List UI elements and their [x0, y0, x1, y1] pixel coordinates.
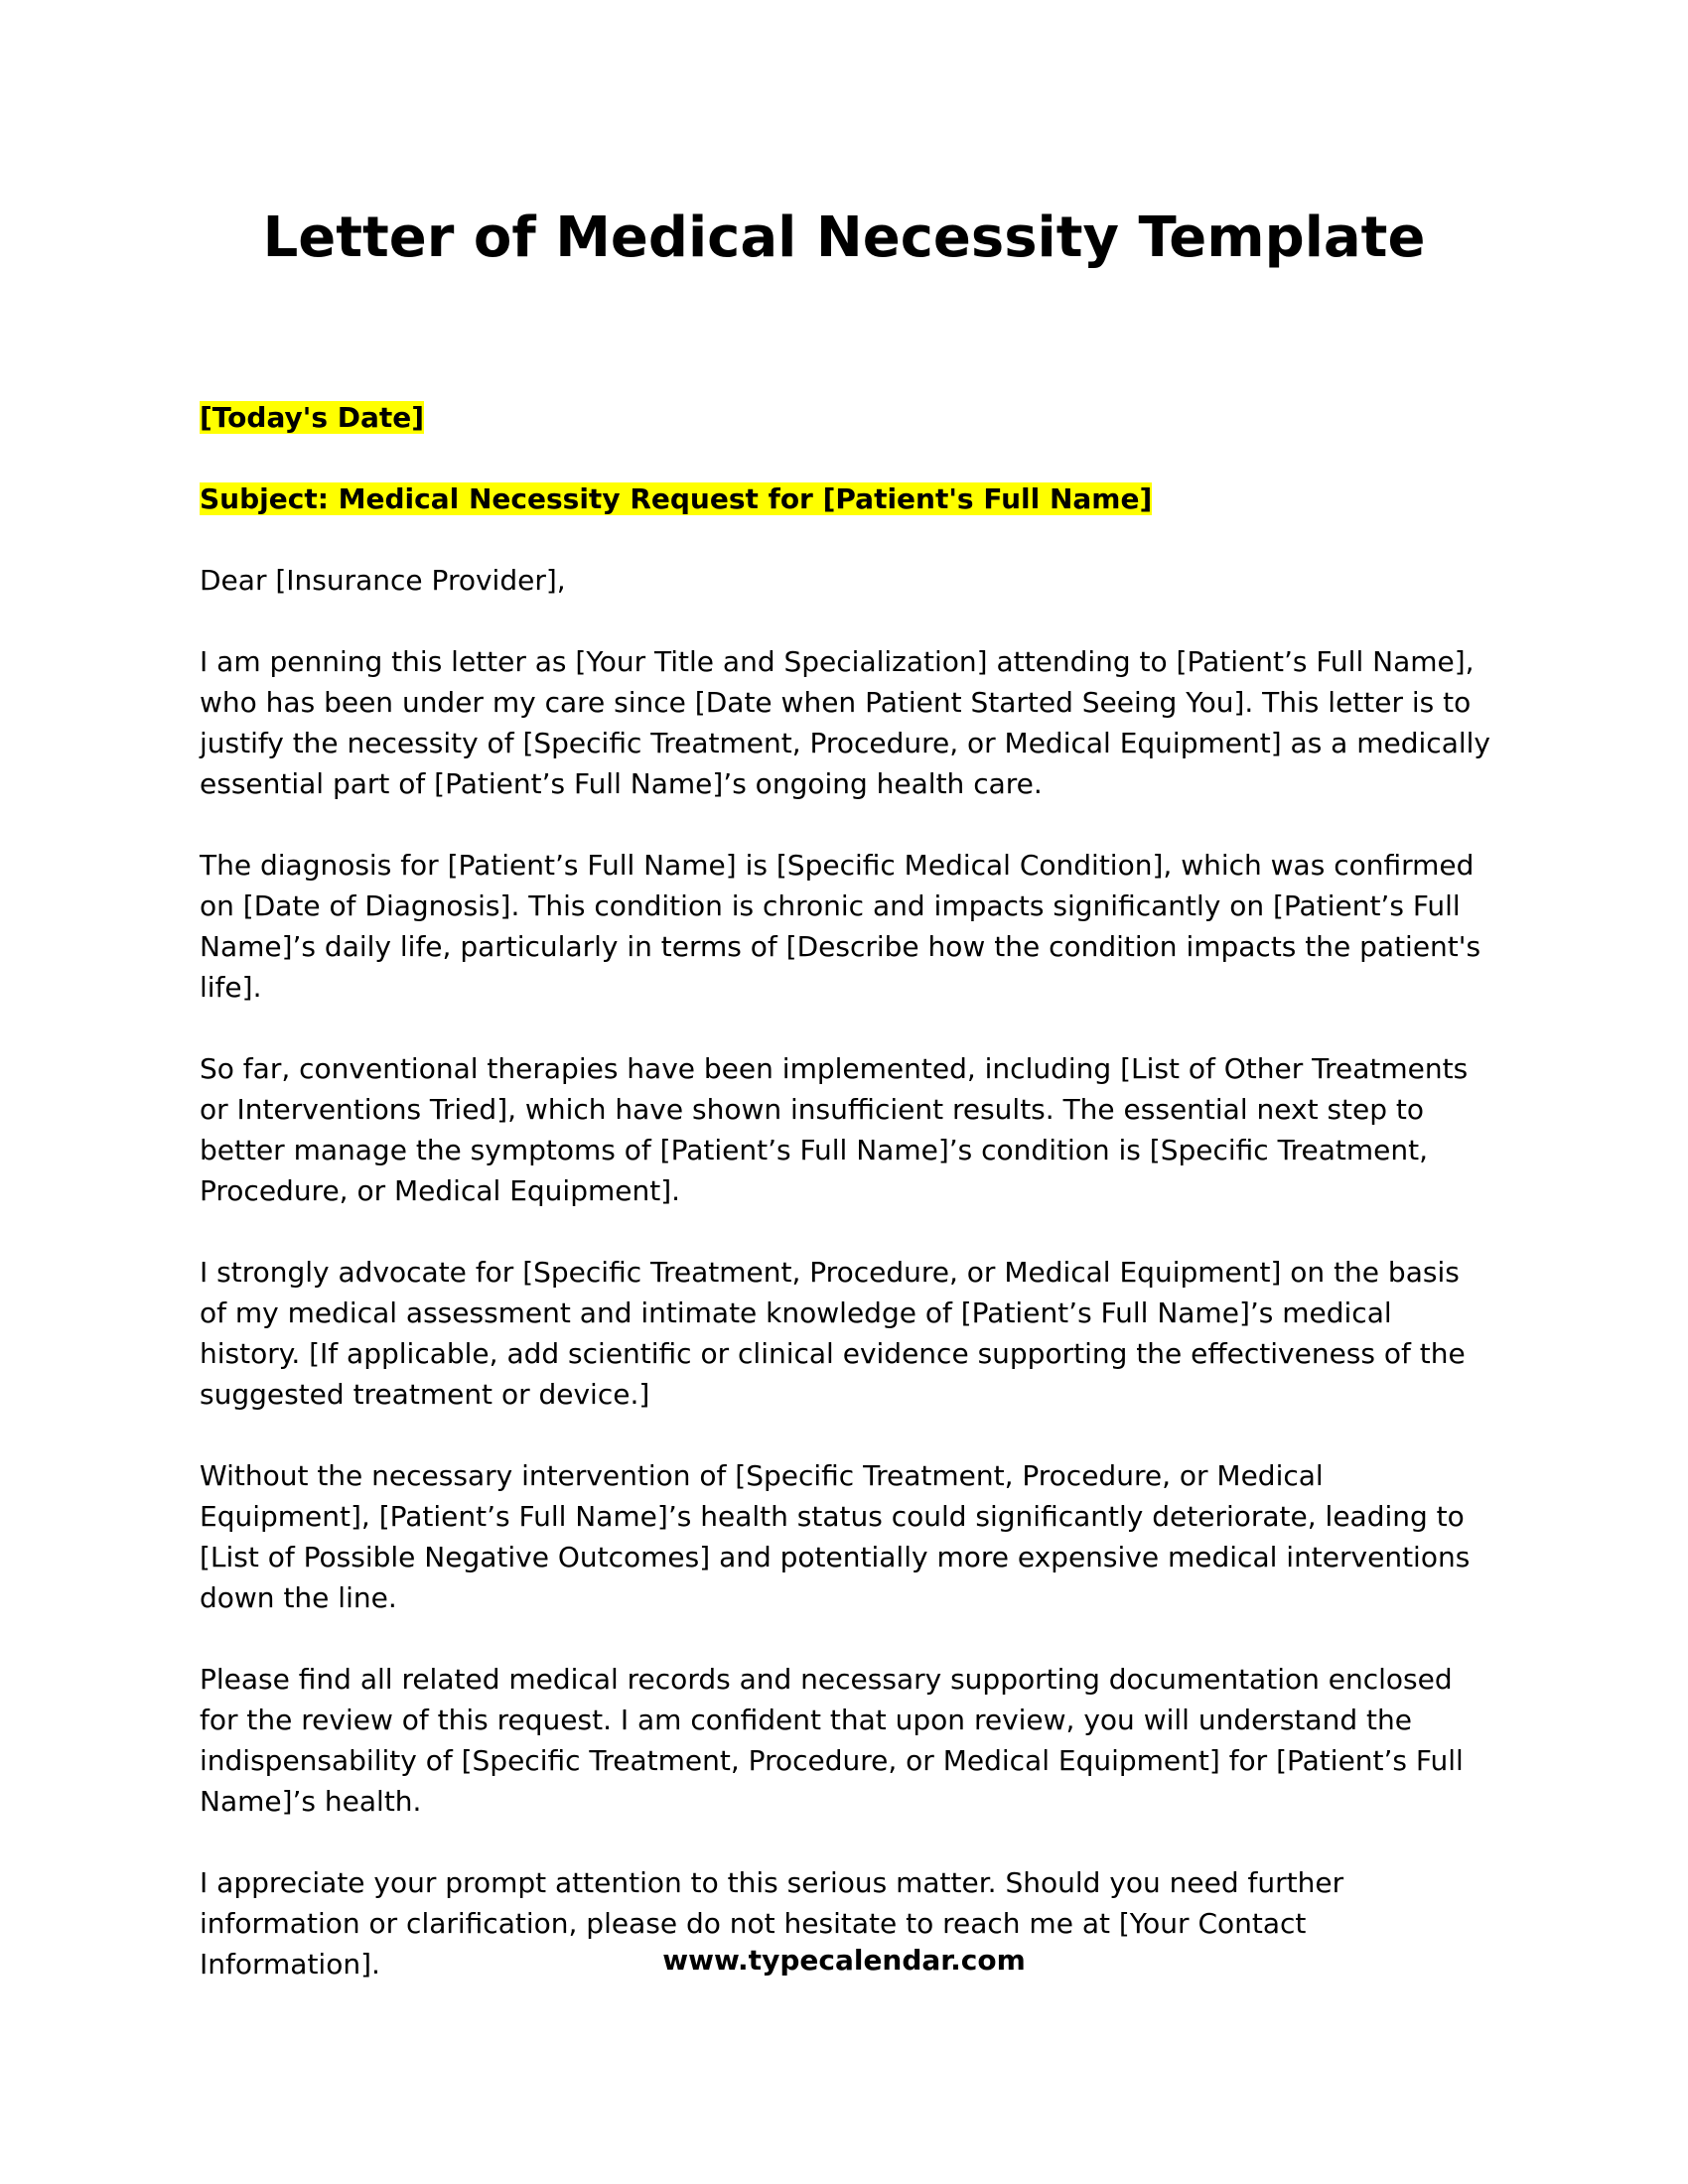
subject-text: Subject: Medical Necessity Request for [Patient's Full Name]: [200, 482, 1153, 515]
footer-url: www.typecalendar.com: [662, 1944, 1026, 1977]
salutation: Dear [Insurance Provider],: [200, 564, 566, 597]
paragraph-prior-treatments: So far, conventional therapies have been implemented, including [List of Other Treatments or Interventions Tried], which have shown insufficient results. The essential next step to better manage the symptoms of [Patient’s Full Name]’s condition is [Specific Treatment, Procedure, or Medical Equipment].: [200, 1052, 1469, 1207]
subject-line: [200, 478, 1490, 519]
paragraph-closing: I appreciate your prompt attention to this serious matter. Should you need further information or clarification, please do not hesitate to reach me at [Your Contact Information].: [200, 1866, 1344, 1980]
paragraph-advocacy: I strongly advocate for [Specific Treatment, Procedure, or Medical Equipment] on the basis of my medical assessment and intimate knowledge of [Patient’s Full Name]’s medical history. [If applicable, add scientific or clinical evidence supporting the effectiveness of the suggested treatment or device.]: [200, 1256, 1466, 1411]
page-title: Letter of Medical Necessity Template: [262, 205, 1426, 270]
date-placeholder: [Today's Date]: [200, 401, 425, 434]
paragraph-enclosures: Please find all related medical records and necessary supporting documentation enclosed for the review of this request. I am confident that upon review, you will understand the indispensability of [Specific Treatment, Procedure, or Medical Equipment] for [Patient’s Full Name]’s health.: [200, 1663, 1464, 1818]
paragraph-introduction: I am penning this letter as [Your Title and Specialization] attending to [Patient’s Full Name], who has been under my care since [Date when Patient Started Seeing You]. This letter is to justify the necessity of [Specific Treatment, Procedure, or Medical Equipment] as a medically essential part of [Patient’s Full Name]’s ongoing health care.: [200, 645, 1490, 800]
paragraph-consequences: Without the necessary intervention of [Specific Treatment, Procedure, or Medical Equipment], [Patient’s Full Name]’s health status could significantly deteriorate, leading to [List of Possible Negative Outcomes] and potentially more expensive medical interventions down the line.: [200, 1459, 1471, 1614]
letter-body: [200, 397, 1490, 2025]
paragraph-diagnosis: The diagnosis for [Patient’s Full Name] is [Specific Medical Condition], which was confirmed on [Date of Diagnosis]. This condition is chronic and impacts significantly on [Patient’s Full Name]’s daily life, particularly in terms of [Describe how the condition impacts the patient's life].: [200, 849, 1481, 1004]
date-line: [200, 397, 1490, 438]
